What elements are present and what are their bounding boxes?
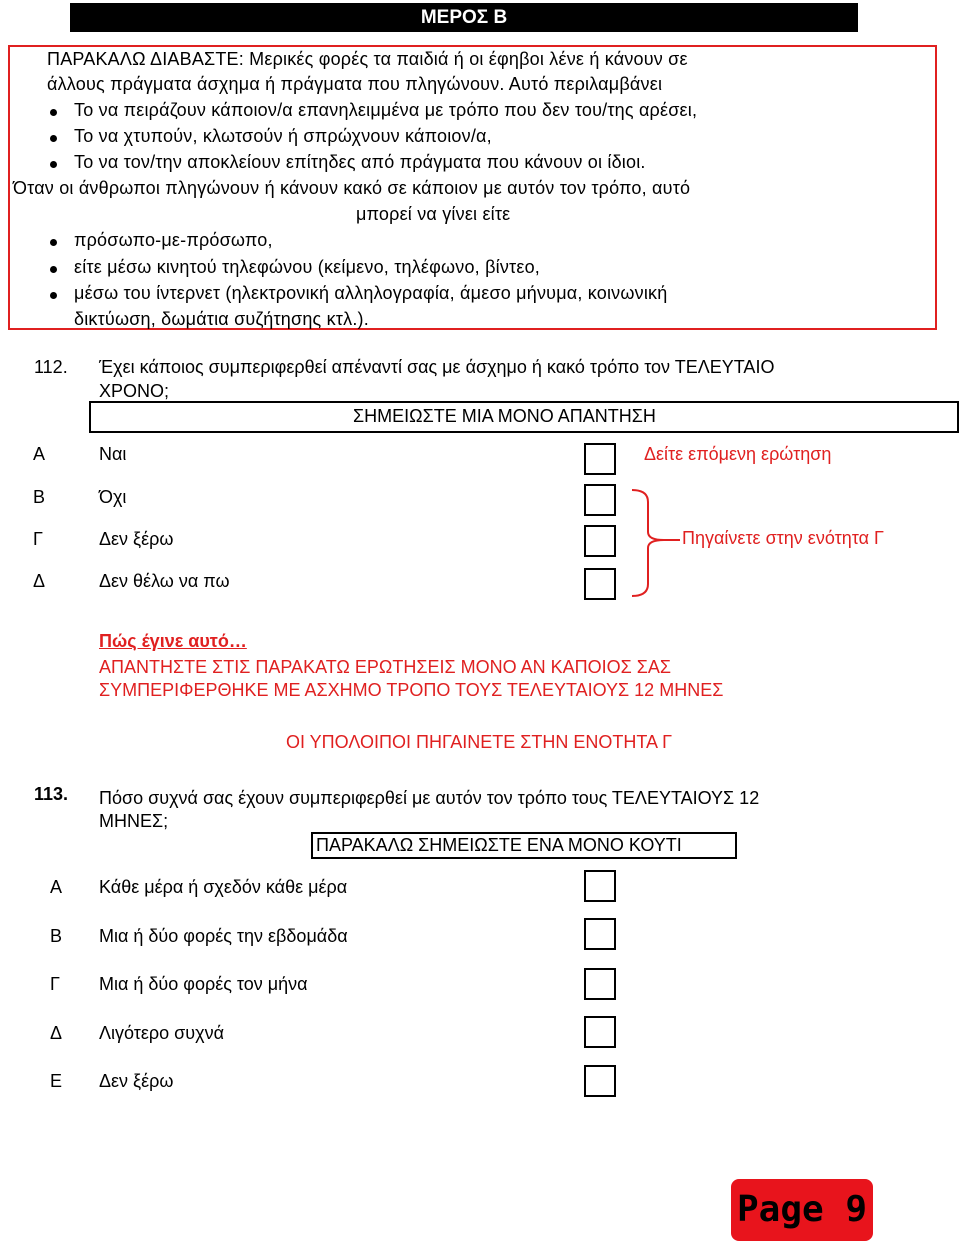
option-label: Μια ή δύο φορές τον μήνα <box>99 974 308 994</box>
instruction-box: ΣΗΜΕΙΩΣΤΕ ΜΙΑ ΜΟΝΟ ΑΠΑΝΤΗΣΗ <box>89 401 959 433</box>
notice-bullet-text: Το να πειράζουν κάποιον/α επανηλειμμένα με τρόπο που δεν του/της αρέσει, <box>74 100 698 120</box>
option-letter: Δ <box>50 1023 63 1043</box>
answer-checkbox[interactable] <box>584 525 616 557</box>
bullet-icon <box>50 161 57 168</box>
answer-checkbox[interactable] <box>584 568 616 600</box>
answer-checkbox[interactable] <box>584 918 616 950</box>
notice-line: ΠΑΡΑΚΑΛΩ ΔΙΑΒΑΣΤΕ: Μερικές φορές τα παιδιά ή οι έφηβοι λένε ή κάνουν σε <box>47 49 688 69</box>
answer-checkbox[interactable] <box>584 484 616 516</box>
question-number: 113. <box>34 784 69 804</box>
bullet-icon <box>50 109 57 116</box>
notice-bullet-text: μέσω του ίντερνετ (ηλεκτρονική αλληλογραφία, άμεσο μήνυμα, κοινωνική <box>74 283 668 303</box>
question-text: Πόσο συχνά σας έχουν συμπεριφερθεί με αυτόν τον τρόπο τους ΤΕΛΕΥΤΑΙΟΥΣ 12 <box>99 788 760 808</box>
notice-line: μπορεί να γίνει είτε <box>356 204 511 224</box>
answer-checkbox[interactable] <box>584 870 616 902</box>
option-label: Δεν ξέρω <box>99 529 174 549</box>
bullet-icon <box>50 266 57 273</box>
option-letter: Γ <box>33 529 43 549</box>
bullet-icon <box>50 292 57 299</box>
option-letter: Α <box>50 877 63 897</box>
section-subtitle: Πώς έγινε αυτό… <box>99 631 247 651</box>
skip-instruction: Πηγαίνετε στην ενότητα Γ <box>682 528 884 548</box>
bullet-icon <box>50 239 57 246</box>
question-text: ΜΗΝΕΣ; <box>99 811 169 831</box>
answer-checkbox[interactable] <box>584 1065 616 1097</box>
notice-line: άλλους πράγματα άσχημα ή πράγματα που πληγώνουν. Αυτό περιλαμβάνει <box>47 74 663 94</box>
option-letter: Ε <box>50 1071 63 1091</box>
notice-bullet-text: είτε μέσω κινητού τηλεφώνου (κείμενο, τηλέφωνο, βίντεο, <box>74 257 540 277</box>
brace-icon <box>626 488 684 600</box>
instruction-box: ΠΑΡΑΚΑΛΩ ΣΗΜΕΙΩΣΤΕ ΕΝΑ ΜΟΝΟ ΚΟΥΤΙ <box>311 832 737 859</box>
option-label: Λιγότερο συχνά <box>99 1023 224 1043</box>
question-number: 112. <box>34 357 68 377</box>
notice-line: Όταν οι άνθρωποι πληγώνουν ή κάνουν κακό σε κάποιον με αυτόν τον τρόπο, αυτό <box>13 178 691 198</box>
option-label: Κάθε μέρα ή σχεδόν κάθε μέρα <box>99 877 348 897</box>
option-letter: Γ <box>50 974 60 994</box>
option-letter: Δ <box>33 571 46 591</box>
notice-bullet-text: πρόσωπο-με-πρόσωπο, <box>74 230 273 250</box>
answer-checkbox[interactable] <box>584 443 616 475</box>
option-letter: Β <box>50 926 63 946</box>
notice-line: δικτύωση, δωμάτια συζήτησης κτλ.). <box>74 309 369 329</box>
section-header: ΜΕΡΟΣ Β <box>70 3 858 32</box>
skip-instruction: Δείτε επόμενη ερώτηση <box>644 444 832 464</box>
question-text: ΧΡΟΝΟ; <box>99 381 170 401</box>
bullet-icon <box>50 135 57 142</box>
option-letter: Β <box>33 487 46 507</box>
answer-checkbox[interactable] <box>584 1016 616 1048</box>
conditional-instruction: ΑΠΑΝΤΗΣΤΕ ΣΤΙΣ ΠΑΡΑΚΑΤΩ ΕΡΩΤΗΣΕΙΣ ΜΟΝΟ ΑΝ ΚΑΠΟΙΟΣ ΣΑΣ <box>99 657 672 677</box>
page-number-label: Page 9 <box>736 1189 868 1230</box>
question-text: Έχει κάποιος συμπεριφερθεί απέναντί σας με άσχημο ή κακό τρόπο τον ΤΕΛΕΥΤΑΙΟ <box>99 357 775 377</box>
option-label: Δεν θέλω να πω <box>99 571 230 591</box>
conditional-instruction: ΣΥΜΠΕΡΙΦΕΡΘΗΚΕ ΜΕ ΑΣΧΗΜΟ ΤΡΟΠΟ ΤΟΥΣ ΤΕΛΕΥΤΑΙΟΥΣ 12 ΜΗΝΕΣ <box>99 680 724 700</box>
page-number-badge <box>731 1179 873 1241</box>
option-label: Μια ή δύο φορές την εβδομάδα <box>99 926 348 946</box>
notice-bullet-text: Το να τον/την αποκλείουν επίτηδες από πράγματα που κάνουν οι ίδιοι. <box>74 152 646 172</box>
notice-box <box>8 45 937 330</box>
answer-checkbox[interactable] <box>584 968 616 1000</box>
option-label: Δεν ξέρω <box>99 1071 174 1091</box>
option-letter: Α <box>33 444 46 464</box>
option-label: Ναι <box>99 444 127 464</box>
notice-bullet-text: Το να χτυπούν, κλωτσούν ή σπρώχνουν κάποιον/α, <box>74 126 492 146</box>
skip-instruction: ΟΙ ΥΠΟΛΟΙΠΟΙ ΠΗΓΑΙΝΕΤΕ ΣΤΗΝ ΕΝΟΤΗΤΑ Γ <box>286 732 672 752</box>
option-label: Όχι <box>99 487 127 507</box>
